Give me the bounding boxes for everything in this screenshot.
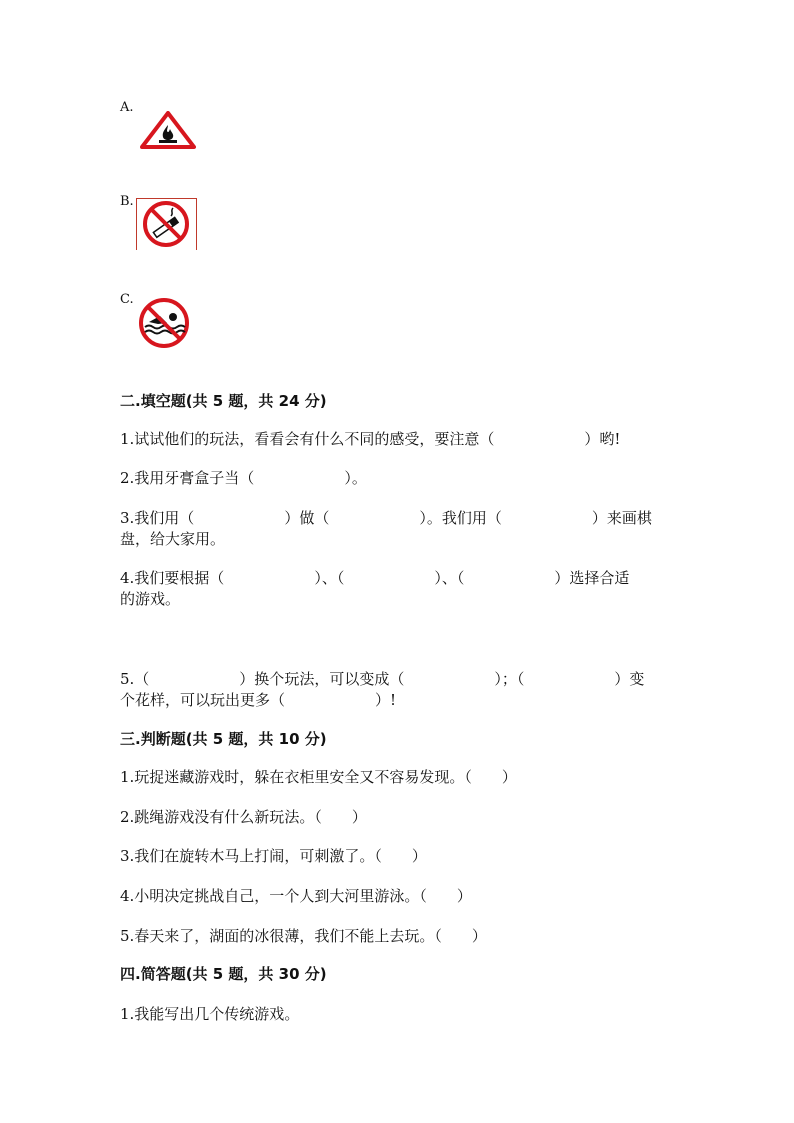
judge-question-5: 5.春天来了，湖面的冰很薄，我们不能上去玩。（ ） <box>120 927 487 945</box>
flammable-warning-icon <box>140 111 196 149</box>
fill-question-1: 1.试试他们的玩法，看看会有什么不同的感受，要注意（ ）哟! <box>120 430 621 448</box>
fill-question-3-line-2: 盘，给大家用。 <box>120 530 226 548</box>
fill-question-3-line-1: 3.我们用（ ）做（ ）。我们用（ ）来画棋 <box>120 509 652 527</box>
no-smoking-icon <box>136 198 197 250</box>
fill-question-5-line-2: 个花样，可以玩出更多（ ）! <box>120 691 397 709</box>
fill-question-4-line-2: 的游戏。 <box>120 590 181 608</box>
judge-question-2: 2.跳绳游戏没有什么新玩法。（ ） <box>120 808 367 826</box>
option-b-label: B. <box>120 194 134 209</box>
option-a-label: A. <box>120 100 134 115</box>
short-question-1: 1.我能写出几个传统游戏。 <box>120 1005 300 1023</box>
fill-question-4-line-1: 4.我们要根据（ ）、（ ）、（ ）选择合适 <box>120 569 630 587</box>
section-fill-title: 二.填空题(共 5 题，共 24 分) <box>120 392 327 410</box>
fill-question-2: 2.我用牙膏盒子当（ ）。 <box>120 469 367 487</box>
fill-question-5-line-1: 5.（ ）换个玩法，可以变成（ ）；（ ）变 <box>120 670 645 688</box>
option-c-label: C. <box>120 292 134 307</box>
section-judge-title: 三.判断题(共 5 题，共 10 分) <box>120 730 327 748</box>
judge-question-4: 4.小明决定挑战自己，一个人到大河里游泳。（ ） <box>120 887 472 905</box>
section-short-title: 四.简答题(共 5 题，共 30 分) <box>120 965 327 983</box>
judge-question-3: 3.我们在旋转木马上打闹，可刺激了。（ ） <box>120 847 427 865</box>
no-swimming-icon <box>136 296 192 350</box>
judge-question-1: 1.玩捉迷藏游戏时，躲在衣柜里安全又不容易发现。（ ） <box>120 768 517 786</box>
